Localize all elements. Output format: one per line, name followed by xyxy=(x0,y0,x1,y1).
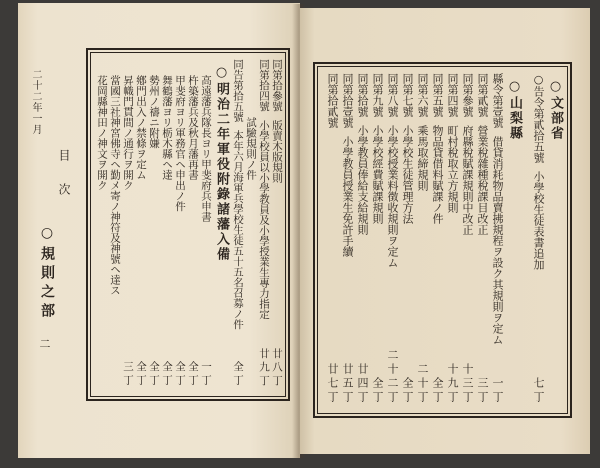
toc-entry-number: 縣令第壹號 xyxy=(491,73,504,128)
toc-entry-number: 同告第拾五號 xyxy=(232,59,244,122)
toc-entry-number: 同第四號 xyxy=(446,73,459,117)
toc-entry xyxy=(199,57,212,392)
toc-entry-number: 同第七號 xyxy=(401,73,414,117)
toc-entry-title: 小學校生徒表書追加 xyxy=(532,171,545,270)
toc-entry-number: 同第貳號 xyxy=(476,73,489,117)
toc-entry-title: 本年六月海軍兵學校生徒五十五名召募ノ件 xyxy=(232,130,244,330)
toc-entry-title: 乘馬取締規則 xyxy=(416,125,429,191)
toc-entry-number: 同第九號 xyxy=(371,73,384,117)
toc-entry xyxy=(370,71,385,409)
toc-entry-number: 同第拾號 xyxy=(356,73,369,117)
toc-entry xyxy=(415,71,430,409)
toc-entry-page: 廿四丁 xyxy=(356,363,369,405)
toc-entry-title: 杵築藩兵及秋月藩再書 xyxy=(187,75,199,180)
toc-entry-title: 小學校授業料徴收規則ヲ定ム xyxy=(386,125,399,268)
toc-entry-number: 同第八號 xyxy=(386,73,399,117)
toc-entry-title: 鄕門出入ノ禁條ヲ定ム xyxy=(135,75,147,180)
toc-entry xyxy=(355,71,370,409)
toc-entry-title: 小學校經費賦課規則 xyxy=(371,125,384,224)
toc-entry-title: 試驗規則ノ件 xyxy=(245,117,257,180)
toc-entry-title: 舞鶴藩ヨリ栃木縣ヘ達 xyxy=(161,75,173,180)
toc-entry-title: 花岡縣神田ノ神文ヲ開ク xyxy=(96,75,108,191)
toc-entry-title: 府縣稅賦課規則中改正 xyxy=(461,125,474,235)
toc-entry xyxy=(231,57,244,392)
toc-entry xyxy=(530,71,546,409)
toc-entry xyxy=(121,57,134,392)
toc-box-left xyxy=(86,48,290,401)
toc-entry-page: 二十丁 xyxy=(416,363,429,405)
toc-entry-page: 全丁 xyxy=(187,361,199,388)
contents-title: 目次 xyxy=(57,149,71,217)
toc-entry-page: 全丁 xyxy=(148,361,160,388)
toc-entry-page: 廿七丁 xyxy=(326,363,339,405)
toc-entry-number: 同第拾參號 xyxy=(271,59,283,112)
toc-entry-page: 廿五丁 xyxy=(341,363,354,405)
toc-entry-number: 同第六號 xyxy=(416,73,429,117)
toc-entry-continuation xyxy=(244,57,257,392)
toc-entry-page: 十九丁 xyxy=(446,363,459,405)
toc-entry-page: 十三丁 xyxy=(461,363,474,405)
toc-box-right xyxy=(313,62,572,418)
right-page xyxy=(300,8,590,454)
section-heading: ○文部省 xyxy=(548,79,563,141)
toc-entry xyxy=(475,71,490,409)
toc-entry-title: 昇幟門貫間ノ通行ヲ開ク xyxy=(122,75,134,191)
toc-entry-title: 小學校生徒管理方法 xyxy=(401,125,414,224)
toc-entry-page: 三丁 xyxy=(122,361,134,388)
toc-entry xyxy=(134,57,147,392)
toc-entry-page: 全丁 xyxy=(161,361,173,388)
toc-entry-title: 小學校員以小學教員及小學授業生專力指定 xyxy=(258,119,270,319)
toc-entry-number: 同第拾壹號 xyxy=(341,73,354,128)
toc-entry xyxy=(325,71,340,409)
toc-entry xyxy=(490,71,505,409)
toc-entry xyxy=(340,71,355,409)
toc-entry-title: 町村稅取立方規則 xyxy=(446,125,459,213)
toc-entry-page: 七丁 xyxy=(532,377,545,405)
page-number: 二 xyxy=(38,338,51,349)
toc-entry-title: 勢州ノ禱ニ附嫌 xyxy=(148,75,160,149)
toc-entry xyxy=(445,71,460,409)
toc-entry-number: 同第參號 xyxy=(461,73,474,117)
toc-entry xyxy=(147,57,160,392)
toc-entry-title: 營業稅雜種稅課目改正 xyxy=(476,125,489,235)
toc-entry-page: 全丁 xyxy=(431,377,444,405)
toc-entry xyxy=(400,71,415,409)
toc-entry-title: 小學教員俸給支給規則 xyxy=(356,125,369,235)
section-heading: ○明治二年軍役附錄諸藩入備 xyxy=(214,65,229,262)
toc-entry xyxy=(95,57,108,392)
toc-entry xyxy=(108,57,121,392)
toc-entry-page: 全丁 xyxy=(135,361,147,388)
toc-entry-page: 三丁 xyxy=(476,377,489,405)
toc-entry xyxy=(186,57,199,392)
toc-entry-title: 當國三社神宮佛寺ヘ勤メ寄ノ神符及神號ヘ達ス xyxy=(109,75,121,296)
toc-entry xyxy=(160,57,173,392)
toc-entry-page: 廿八丁 xyxy=(271,347,283,388)
toc-entry xyxy=(385,71,400,409)
toc-entry-page: 全丁 xyxy=(232,361,244,388)
toc-entry-title: 高遠藩兵隊長ヨリ甲斐府兵申書 xyxy=(200,75,212,222)
toc-entry-page: 二十二丁 xyxy=(386,349,399,405)
toc-entry-title: 版賣木版規則 xyxy=(271,119,283,183)
toc-entry-page: 廿九丁 xyxy=(258,347,270,388)
toc-entry-number: 同第拾四號 xyxy=(258,59,270,112)
toc-entry-title: 甲斐府ヨリ軍務官ヘ申出ノ件 xyxy=(174,75,186,212)
toc-entry-title: 物品貸借料賦課ノ件 xyxy=(431,125,444,224)
issue-date: 二十二年一月 xyxy=(30,69,41,135)
toc-entry-page: 全丁 xyxy=(174,361,186,388)
toc-entry-title: 借貸消耗物品賣拂規程ヲ設ク其規則ヲ定ム xyxy=(491,136,504,345)
toc-entry-number: 同第五號 xyxy=(431,73,444,117)
toc-entry-page: 全丁 xyxy=(401,377,414,405)
toc-entry xyxy=(257,57,270,392)
toc-entry-number: 同第拾貳號 xyxy=(326,73,339,128)
toc-entry-page: 一丁 xyxy=(491,377,504,405)
toc-entry xyxy=(173,57,186,392)
toc-entry-title: 小學教員授業生免許手續 xyxy=(341,136,354,257)
toc-entry-page: 全丁 xyxy=(371,377,384,405)
section-heading: ○山梨縣 xyxy=(507,79,522,141)
left-page xyxy=(18,3,300,458)
toc-entry xyxy=(460,71,475,409)
toc-entry xyxy=(270,57,283,392)
toc-entry-number: ○告令第貳拾五號 xyxy=(532,73,545,163)
section-label: ○規則之部 xyxy=(39,225,55,322)
toc-entry xyxy=(430,71,445,409)
toc-entry-page: 一丁 xyxy=(200,361,212,388)
